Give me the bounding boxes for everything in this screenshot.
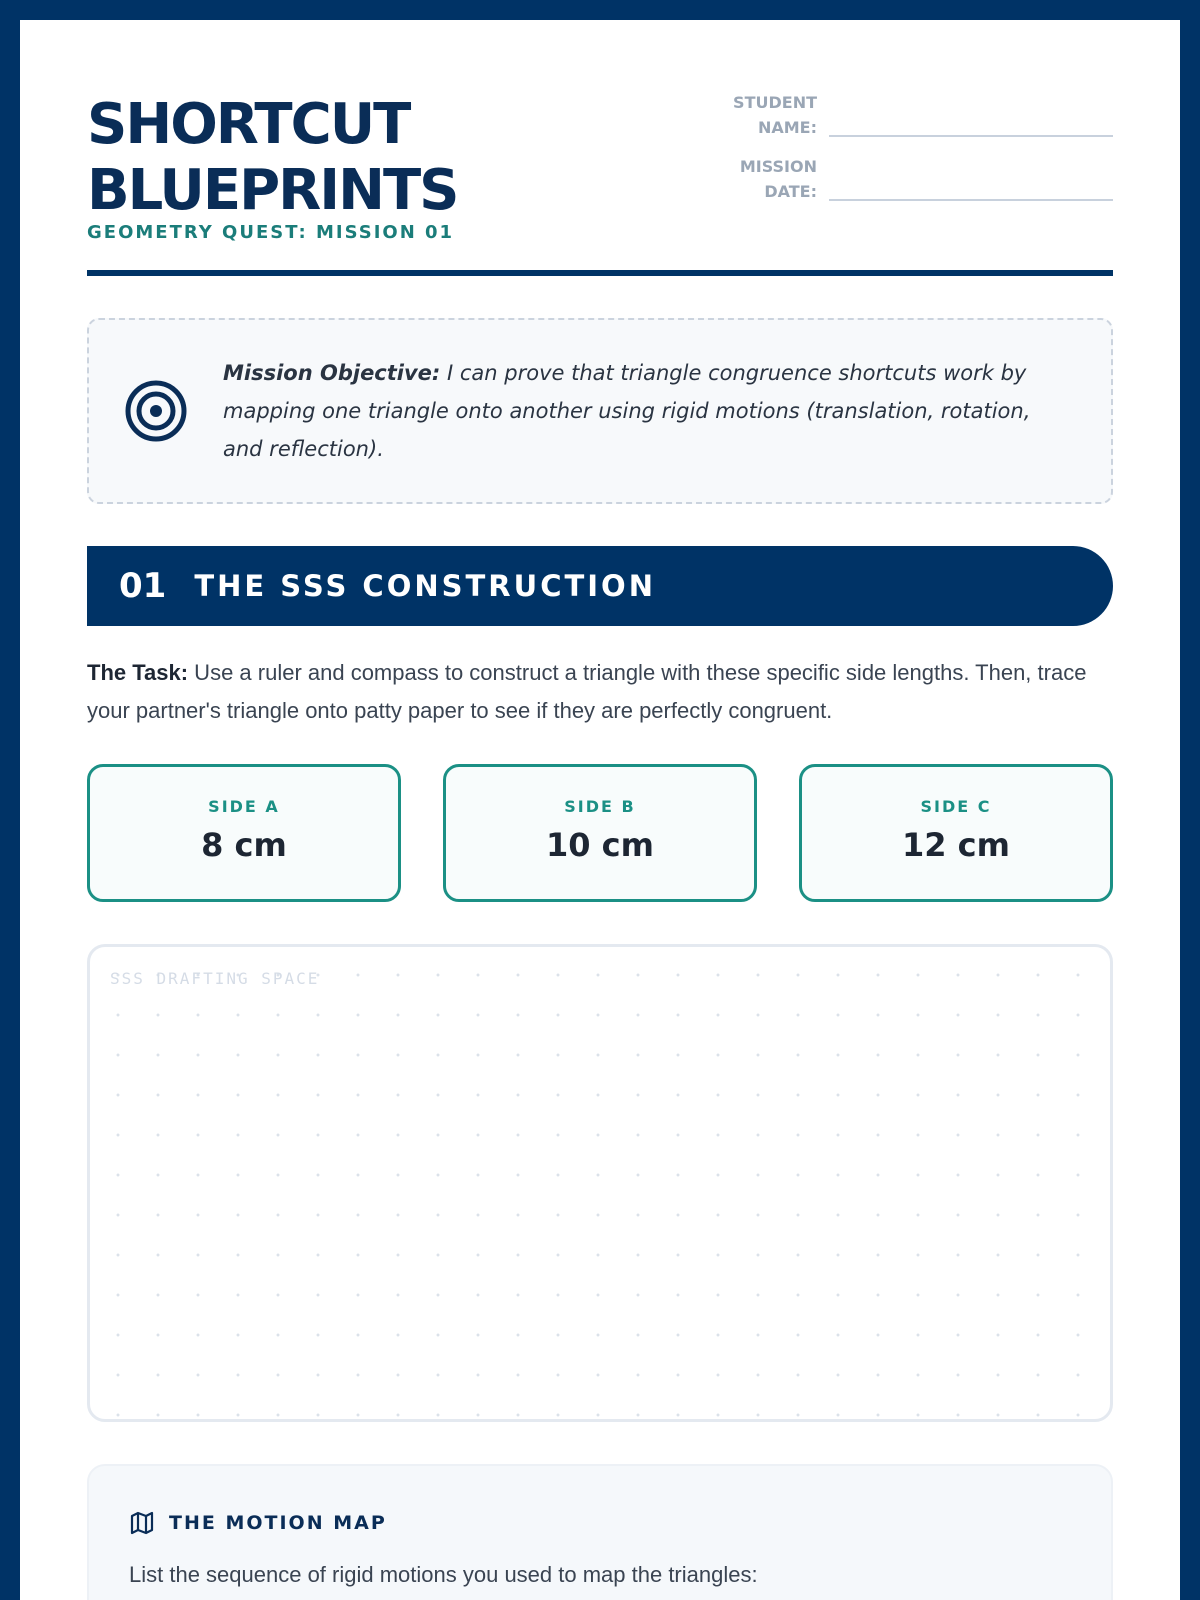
side-c-card — [799, 764, 1113, 902]
sss-drafting-space[interactable] — [87, 944, 1113, 1422]
motion-map-instructions: List the sequence of rigid motions you used to map the triangles: — [129, 1562, 758, 1587]
mission-date-label — [733, 154, 817, 204]
page-title — [87, 92, 458, 224]
map-icon — [129, 1510, 155, 1536]
student-name-row — [733, 90, 1113, 140]
section-number: 01 — [119, 566, 167, 606]
target-icon — [125, 380, 187, 442]
worksheet-page — [20, 20, 1180, 1600]
side-b-value: 10 cm — [546, 826, 654, 864]
mission-date-row — [733, 154, 1113, 204]
student-info — [733, 90, 1113, 218]
drafting-label: SSS DRAFTING SPACE — [110, 969, 320, 988]
objective-body: I can prove that triangle congruence shortcuts work by mapping one triangle onto another using rigid motions (translation, rotation, and reflection). — [223, 361, 1031, 461]
side-b-card — [443, 764, 757, 902]
mission-objective — [87, 318, 1113, 504]
side-c-label: SIDE C — [920, 797, 992, 816]
page-subtitle: GEOMETRY QUEST: MISSION 01 — [87, 222, 455, 243]
side-a-label: SIDE A — [208, 797, 280, 816]
objective-text — [223, 354, 1075, 468]
motion-map-header — [129, 1510, 1071, 1536]
side-lengths — [87, 764, 1113, 902]
motion-map-title: THE MOTION MAP — [169, 1512, 387, 1534]
title-line-2: BLUEPRINTS — [87, 158, 458, 223]
student-name-label-line2: NAME: — [757, 118, 817, 137]
mission-date-label-line1: MISSION — [739, 157, 817, 176]
task-description — [87, 654, 1113, 730]
worksheet-header — [87, 20, 1113, 276]
side-b-label: SIDE B — [564, 797, 636, 816]
task-lead: The Task: — [87, 660, 189, 685]
student-name-label-line1: STUDENT — [733, 93, 817, 112]
side-a-value: 8 cm — [201, 826, 287, 864]
section-banner-sss — [87, 546, 1113, 626]
mission-date-field[interactable] — [829, 199, 1113, 201]
side-a-card — [87, 764, 401, 902]
student-name-field[interactable] — [829, 135, 1113, 137]
section-title: THE SSS CONSTRUCTION — [194, 569, 656, 603]
task-body: Use a ruler and compass to construct a triangle with these specific side lengths. Then, trace your partner's triangle onto patty paper to see if they are perfectly congruent. — [87, 660, 1087, 723]
title-line-1: SHORTCUT — [87, 92, 410, 157]
motion-map-panel — [87, 1464, 1113, 1600]
student-name-label — [733, 90, 817, 140]
objective-lead: Mission Objective: — [223, 361, 441, 385]
side-c-value: 12 cm — [902, 826, 1010, 864]
mission-date-label-line2: DATE: — [764, 182, 817, 201]
